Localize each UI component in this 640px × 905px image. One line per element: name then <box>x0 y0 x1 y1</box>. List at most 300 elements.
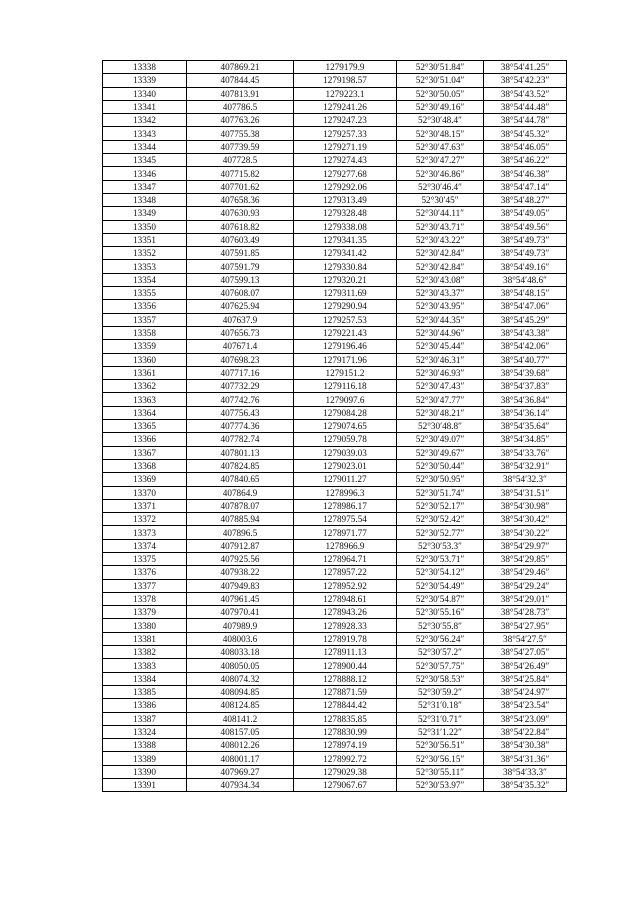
table-row <box>103 486 567 499</box>
x-coordinate-cell: 407864.9 <box>187 486 294 499</box>
table-row <box>103 433 567 446</box>
x-coordinate-cell: 407782.74 <box>187 433 294 446</box>
table-row <box>103 699 567 712</box>
longitude-cell: 38°54′27.95″ <box>484 619 567 632</box>
longitude-cell: 38°54′43.52″ <box>484 87 567 100</box>
point-number-cell: 13379 <box>103 606 187 619</box>
x-coordinate-cell: 407912.87 <box>187 539 294 552</box>
longitude-cell: 38°54′23.54″ <box>484 699 567 712</box>
latitude-cell: 52°30′49.67″ <box>397 446 484 459</box>
point-number-cell: 13357 <box>103 313 187 326</box>
x-coordinate-cell: 407896.5 <box>187 526 294 539</box>
point-number-cell: 13347 <box>103 180 187 193</box>
table-row <box>103 114 567 127</box>
x-coordinate-cell: 407618.82 <box>187 220 294 233</box>
table-row <box>103 606 567 619</box>
point-number-cell: 13386 <box>103 699 187 712</box>
y-coordinate-cell: 1279271.19 <box>294 140 397 153</box>
table-row <box>103 779 567 792</box>
latitude-cell: 52°30′54.49″ <box>397 579 484 592</box>
latitude-cell: 52°30′54.12″ <box>397 566 484 579</box>
latitude-cell: 52°30′48.8″ <box>397 420 484 433</box>
table-row <box>103 393 567 406</box>
table-row <box>103 552 567 565</box>
x-coordinate-cell: 407591.79 <box>187 260 294 273</box>
y-coordinate-cell: 1279223.1 <box>294 87 397 100</box>
y-coordinate-cell: 1279179.9 <box>294 61 397 74</box>
longitude-cell: 38°54′49.05″ <box>484 207 567 220</box>
y-coordinate-cell: 1278835.85 <box>294 712 397 725</box>
table-row <box>103 499 567 512</box>
x-coordinate-cell: 407934.34 <box>187 779 294 792</box>
y-coordinate-cell: 1279011.27 <box>294 473 397 486</box>
longitude-cell: 38°54′22.84″ <box>484 725 567 738</box>
latitude-cell: 52°30′48.15″ <box>397 127 484 140</box>
longitude-cell: 38°54′30.42″ <box>484 513 567 526</box>
longitude-cell: 38°54′43.38″ <box>484 326 567 339</box>
x-coordinate-cell: 408001.17 <box>187 752 294 765</box>
x-coordinate-cell: 407717.16 <box>187 366 294 379</box>
latitude-cell: 52°30′51.84″ <box>397 61 484 74</box>
y-coordinate-cell: 1279338.08 <box>294 220 397 233</box>
longitude-cell: 38°54′33.76″ <box>484 446 567 459</box>
point-number-cell: 13343 <box>103 127 187 140</box>
latitude-cell: 52°30′45″ <box>397 193 484 206</box>
point-number-cell: 13377 <box>103 579 187 592</box>
point-number-cell: 13359 <box>103 340 187 353</box>
point-number-cell: 13380 <box>103 619 187 632</box>
longitude-cell: 38°54′29.24″ <box>484 579 567 592</box>
point-number-cell: 13349 <box>103 207 187 220</box>
point-number-cell: 13352 <box>103 247 187 260</box>
latitude-cell: 52°30′55.11″ <box>397 765 484 778</box>
latitude-cell: 52°30′45.44″ <box>397 340 484 353</box>
table-row <box>103 739 567 752</box>
latitude-cell: 52°30′58.53″ <box>397 672 484 685</box>
latitude-cell: 52°30′43.37″ <box>397 287 484 300</box>
point-number-cell: 13360 <box>103 353 187 366</box>
coordinates-table <box>102 60 567 792</box>
longitude-cell: 38°54′36.14″ <box>484 406 567 419</box>
latitude-cell: 52°30′43.71″ <box>397 220 484 233</box>
table-row <box>103 193 567 206</box>
latitude-cell: 52°30′53.3″ <box>397 539 484 552</box>
latitude-cell: 52°30′46.4″ <box>397 180 484 193</box>
longitude-cell: 38°54′44.48″ <box>484 100 567 113</box>
latitude-cell: 52°30′49.07″ <box>397 433 484 446</box>
point-number-cell: 13373 <box>103 526 187 539</box>
point-number-cell: 13383 <box>103 659 187 672</box>
latitude-cell: 52°30′43.08″ <box>397 273 484 286</box>
longitude-cell: 38°54′48.6″ <box>484 273 567 286</box>
longitude-cell: 38°54′26.49″ <box>484 659 567 672</box>
longitude-cell: 38°54′27.5″ <box>484 632 567 645</box>
y-coordinate-cell: 1278830.99 <box>294 725 397 738</box>
table-row <box>103 446 567 459</box>
point-number-cell: 13345 <box>103 154 187 167</box>
longitude-cell: 38°54′47.14″ <box>484 180 567 193</box>
y-coordinate-cell: 1278992.72 <box>294 752 397 765</box>
y-coordinate-cell: 1279292.06 <box>294 180 397 193</box>
longitude-cell: 38°54′40.77″ <box>484 353 567 366</box>
x-coordinate-cell: 408094.85 <box>187 685 294 698</box>
y-coordinate-cell: 1279328.48 <box>294 207 397 220</box>
longitude-cell: 38°54′33.3″ <box>484 765 567 778</box>
longitude-cell: 38°54′49.16″ <box>484 260 567 273</box>
latitude-cell: 52°30′44.11″ <box>397 207 484 220</box>
y-coordinate-cell: 1279116.18 <box>294 380 397 393</box>
point-number-cell: 13350 <box>103 220 187 233</box>
point-number-cell: 13365 <box>103 420 187 433</box>
point-number-cell: 13362 <box>103 380 187 393</box>
x-coordinate-cell: 407715.82 <box>187 167 294 180</box>
table-row <box>103 100 567 113</box>
point-number-cell: 13361 <box>103 366 187 379</box>
point-number-cell: 13341 <box>103 100 187 113</box>
table-row <box>103 592 567 605</box>
x-coordinate-cell: 408141.2 <box>187 712 294 725</box>
latitude-cell: 52°30′50.95″ <box>397 473 484 486</box>
table-row <box>103 619 567 632</box>
point-number-cell: 13371 <box>103 499 187 512</box>
latitude-cell: 52°30′57.2″ <box>397 646 484 659</box>
table-row <box>103 260 567 273</box>
x-coordinate-cell: 407938.22 <box>187 566 294 579</box>
y-coordinate-cell: 1279171.96 <box>294 353 397 366</box>
table-row <box>103 366 567 379</box>
latitude-cell: 52°30′52.42″ <box>397 513 484 526</box>
table-row <box>103 632 567 645</box>
table-row <box>103 566 567 579</box>
point-number-cell: 13368 <box>103 459 187 472</box>
x-coordinate-cell: 408074.32 <box>187 672 294 685</box>
y-coordinate-cell: 1279059.78 <box>294 433 397 446</box>
longitude-cell: 38°54′30.22″ <box>484 526 567 539</box>
point-number-cell: 13346 <box>103 167 187 180</box>
table-row <box>103 420 567 433</box>
longitude-cell: 38°54′24.97″ <box>484 685 567 698</box>
x-coordinate-cell: 407742.76 <box>187 393 294 406</box>
x-coordinate-cell: 407732.29 <box>187 380 294 393</box>
longitude-cell: 38°54′48.27″ <box>484 193 567 206</box>
x-coordinate-cell: 407961.45 <box>187 592 294 605</box>
table-row <box>103 300 567 313</box>
y-coordinate-cell: 1279221.43 <box>294 326 397 339</box>
y-coordinate-cell: 1279311.69 <box>294 287 397 300</box>
y-coordinate-cell: 1279290.94 <box>294 300 397 313</box>
point-number-cell: 13355 <box>103 287 187 300</box>
point-number-cell: 13342 <box>103 114 187 127</box>
x-coordinate-cell: 407698.23 <box>187 353 294 366</box>
y-coordinate-cell: 1279074.65 <box>294 420 397 433</box>
y-coordinate-cell: 1278943.26 <box>294 606 397 619</box>
latitude-cell: 52°30′50.44″ <box>397 459 484 472</box>
longitude-cell: 38°54′46.05″ <box>484 140 567 153</box>
point-number-cell: 13387 <box>103 712 187 725</box>
table-row <box>103 380 567 393</box>
table-row <box>103 340 567 353</box>
table-row <box>103 233 567 246</box>
point-number-cell: 13369 <box>103 473 187 486</box>
table-row <box>103 526 567 539</box>
y-coordinate-cell: 1279341.35 <box>294 233 397 246</box>
y-coordinate-cell: 1279341.42 <box>294 247 397 260</box>
latitude-cell: 52°30′46.86″ <box>397 167 484 180</box>
y-coordinate-cell: 1279151.2 <box>294 366 397 379</box>
x-coordinate-cell: 407756.43 <box>187 406 294 419</box>
y-coordinate-cell: 1278948.61 <box>294 592 397 605</box>
x-coordinate-cell: 407625.94 <box>187 300 294 313</box>
longitude-cell: 38°54′30.38″ <box>484 739 567 752</box>
y-coordinate-cell: 1278871.59 <box>294 685 397 698</box>
latitude-cell: 52°30′50.05″ <box>397 87 484 100</box>
longitude-cell: 38°54′29.97″ <box>484 539 567 552</box>
x-coordinate-cell: 407970.41 <box>187 606 294 619</box>
x-coordinate-cell: 408050.05 <box>187 659 294 672</box>
table-row <box>103 672 567 685</box>
point-number-cell: 13354 <box>103 273 187 286</box>
x-coordinate-cell: 407801.13 <box>187 446 294 459</box>
x-coordinate-cell: 407813.91 <box>187 87 294 100</box>
x-coordinate-cell: 407824.85 <box>187 459 294 472</box>
y-coordinate-cell: 1279198.57 <box>294 74 397 87</box>
point-number-cell: 13378 <box>103 592 187 605</box>
table-row <box>103 752 567 765</box>
y-coordinate-cell: 1278888.12 <box>294 672 397 685</box>
longitude-cell: 38°54′49.73″ <box>484 233 567 246</box>
point-number-cell: 13388 <box>103 739 187 752</box>
y-coordinate-cell: 1278919.78 <box>294 632 397 645</box>
latitude-cell: 52°30′48.21″ <box>397 406 484 419</box>
latitude-cell: 52°30′57.75″ <box>397 659 484 672</box>
y-coordinate-cell: 1279029.38 <box>294 765 397 778</box>
latitude-cell: 52°30′46.93″ <box>397 366 484 379</box>
y-coordinate-cell: 1278975.54 <box>294 513 397 526</box>
x-coordinate-cell: 407786.5 <box>187 100 294 113</box>
latitude-cell: 52°30′47.77″ <box>397 393 484 406</box>
latitude-cell: 52°30′52.17″ <box>397 499 484 512</box>
y-coordinate-cell: 1279320.21 <box>294 273 397 286</box>
longitude-cell: 38°54′31.51″ <box>484 486 567 499</box>
latitude-cell: 52°30′44.96″ <box>397 326 484 339</box>
longitude-cell: 38°54′36.84″ <box>484 393 567 406</box>
table-row <box>103 127 567 140</box>
point-number-cell: 13338 <box>103 61 187 74</box>
x-coordinate-cell: 408003.6 <box>187 632 294 645</box>
point-number-cell: 13344 <box>103 140 187 153</box>
x-coordinate-cell: 407658.36 <box>187 193 294 206</box>
point-number-cell: 13367 <box>103 446 187 459</box>
coordinates-table-body <box>103 61 567 792</box>
x-coordinate-cell: 407774.36 <box>187 420 294 433</box>
point-number-cell: 13385 <box>103 685 187 698</box>
y-coordinate-cell: 1278986.17 <box>294 499 397 512</box>
latitude-cell: 52°30′46.31″ <box>397 353 484 366</box>
point-number-cell: 13324 <box>103 725 187 738</box>
longitude-cell: 38°54′49.56″ <box>484 220 567 233</box>
table-row <box>103 646 567 659</box>
latitude-cell: 52°30′48.4″ <box>397 114 484 127</box>
x-coordinate-cell: 407671.4 <box>187 340 294 353</box>
point-number-cell: 13382 <box>103 646 187 659</box>
table-row <box>103 406 567 419</box>
latitude-cell: 52°30′42.84″ <box>397 247 484 260</box>
longitude-cell: 38°54′44.78″ <box>484 114 567 127</box>
table-row <box>103 207 567 220</box>
table-row <box>103 513 567 526</box>
latitude-cell: 52°30′56.24″ <box>397 632 484 645</box>
x-coordinate-cell: 407763.26 <box>187 114 294 127</box>
y-coordinate-cell: 1279330.84 <box>294 260 397 273</box>
point-number-cell: 13390 <box>103 765 187 778</box>
latitude-cell: 52°30′43.95″ <box>397 300 484 313</box>
longitude-cell: 38°54′49.73″ <box>484 247 567 260</box>
table-row <box>103 459 567 472</box>
point-number-cell: 13366 <box>103 433 187 446</box>
x-coordinate-cell: 407701.62 <box>187 180 294 193</box>
x-coordinate-cell: 408124.85 <box>187 699 294 712</box>
latitude-cell: 52°30′53.71″ <box>397 552 484 565</box>
latitude-cell: 52°30′56.15″ <box>397 752 484 765</box>
x-coordinate-cell: 407728.5 <box>187 154 294 167</box>
table-row <box>103 154 567 167</box>
table-row <box>103 61 567 74</box>
point-number-cell: 13356 <box>103 300 187 313</box>
x-coordinate-cell: 407878.07 <box>187 499 294 512</box>
longitude-cell: 38°54′29.01″ <box>484 592 567 605</box>
y-coordinate-cell: 1279023.01 <box>294 459 397 472</box>
table-row <box>103 539 567 552</box>
x-coordinate-cell: 407840.65 <box>187 473 294 486</box>
point-number-cell: 13389 <box>103 752 187 765</box>
x-coordinate-cell: 407630.93 <box>187 207 294 220</box>
longitude-cell: 38°54′45.29″ <box>484 313 567 326</box>
longitude-cell: 38°54′34.85″ <box>484 433 567 446</box>
x-coordinate-cell: 407608.07 <box>187 287 294 300</box>
table-row <box>103 473 567 486</box>
y-coordinate-cell: 1278974.19 <box>294 739 397 752</box>
point-number-cell: 13339 <box>103 74 187 87</box>
latitude-cell: 52°30′47.63″ <box>397 140 484 153</box>
longitude-cell: 38°54′23.09″ <box>484 712 567 725</box>
longitude-cell: 38°54′46.22″ <box>484 154 567 167</box>
longitude-cell: 38°54′46.38″ <box>484 167 567 180</box>
x-coordinate-cell: 408012.26 <box>187 739 294 752</box>
latitude-cell: 52°30′53.97″ <box>397 779 484 792</box>
y-coordinate-cell: 1279247.23 <box>294 114 397 127</box>
latitude-cell: 52°30′54.87″ <box>397 592 484 605</box>
point-number-cell: 13363 <box>103 393 187 406</box>
longitude-cell: 38°54′32.91″ <box>484 459 567 472</box>
y-coordinate-cell: 1278957.22 <box>294 566 397 579</box>
x-coordinate-cell: 407844.45 <box>187 74 294 87</box>
longitude-cell: 38°54′27.05″ <box>484 646 567 659</box>
point-number-cell: 13372 <box>103 513 187 526</box>
y-coordinate-cell: 1279084.28 <box>294 406 397 419</box>
latitude-cell: 52°30′56.51″ <box>397 739 484 752</box>
longitude-cell: 38°54′47.06″ <box>484 300 567 313</box>
y-coordinate-cell: 1278964.71 <box>294 552 397 565</box>
x-coordinate-cell: 407603.49 <box>187 233 294 246</box>
latitude-cell: 52°31′0.71″ <box>397 712 484 725</box>
x-coordinate-cell: 408033.18 <box>187 646 294 659</box>
table-row <box>103 353 567 366</box>
table-row <box>103 725 567 738</box>
point-number-cell: 13375 <box>103 552 187 565</box>
x-coordinate-cell: 407969.27 <box>187 765 294 778</box>
y-coordinate-cell: 1278900.44 <box>294 659 397 672</box>
y-coordinate-cell: 1279241.26 <box>294 100 397 113</box>
table-row <box>103 765 567 778</box>
y-coordinate-cell: 1279274.43 <box>294 154 397 167</box>
latitude-cell: 52°30′47.27″ <box>397 154 484 167</box>
point-number-cell: 13358 <box>103 326 187 339</box>
longitude-cell: 38°54′35.64″ <box>484 420 567 433</box>
x-coordinate-cell: 407656.73 <box>187 326 294 339</box>
x-coordinate-cell: 407925.56 <box>187 552 294 565</box>
latitude-cell: 52°30′52.77″ <box>397 526 484 539</box>
y-coordinate-cell: 1279277.68 <box>294 167 397 180</box>
x-coordinate-cell: 407885.94 <box>187 513 294 526</box>
x-coordinate-cell: 407755.38 <box>187 127 294 140</box>
point-number-cell: 13384 <box>103 672 187 685</box>
y-coordinate-cell: 1278966.9 <box>294 539 397 552</box>
table-row <box>103 326 567 339</box>
longitude-cell: 38°54′37.83″ <box>484 380 567 393</box>
table-row <box>103 287 567 300</box>
point-number-cell: 13381 <box>103 632 187 645</box>
y-coordinate-cell: 1278971.77 <box>294 526 397 539</box>
longitude-cell: 38°54′42.06″ <box>484 340 567 353</box>
table-row <box>103 87 567 100</box>
table-row <box>103 167 567 180</box>
point-number-cell: 13374 <box>103 539 187 552</box>
point-number-cell: 13391 <box>103 779 187 792</box>
latitude-cell: 52°30′47.43″ <box>397 380 484 393</box>
y-coordinate-cell: 1278996.3 <box>294 486 397 499</box>
point-number-cell: 13353 <box>103 260 187 273</box>
x-coordinate-cell: 407869.21 <box>187 61 294 74</box>
longitude-cell: 38°54′32.3″ <box>484 473 567 486</box>
table-row <box>103 685 567 698</box>
table-row <box>103 74 567 87</box>
point-number-cell: 13348 <box>103 193 187 206</box>
latitude-cell: 52°30′42.84″ <box>397 260 484 273</box>
y-coordinate-cell: 1279257.53 <box>294 313 397 326</box>
point-number-cell: 13351 <box>103 233 187 246</box>
y-coordinate-cell: 1279097.6 <box>294 393 397 406</box>
longitude-cell: 38°54′39.68″ <box>484 366 567 379</box>
table-row <box>103 220 567 233</box>
y-coordinate-cell: 1278928.33 <box>294 619 397 632</box>
point-number-cell: 13376 <box>103 566 187 579</box>
x-coordinate-cell: 407989.9 <box>187 619 294 632</box>
y-coordinate-cell: 1278952.92 <box>294 579 397 592</box>
y-coordinate-cell: 1279067.67 <box>294 779 397 792</box>
x-coordinate-cell: 407591.85 <box>187 247 294 260</box>
table-row <box>103 712 567 725</box>
longitude-cell: 38°54′31.36″ <box>484 752 567 765</box>
x-coordinate-cell: 407739.59 <box>187 140 294 153</box>
table-row <box>103 579 567 592</box>
longitude-cell: 38°54′29.85″ <box>484 552 567 565</box>
latitude-cell: 52°30′44.35″ <box>397 313 484 326</box>
longitude-cell: 38°54′42.23″ <box>484 74 567 87</box>
longitude-cell: 38°54′41.25″ <box>484 61 567 74</box>
table-row <box>103 659 567 672</box>
x-coordinate-cell: 407637.9 <box>187 313 294 326</box>
table-row <box>103 313 567 326</box>
